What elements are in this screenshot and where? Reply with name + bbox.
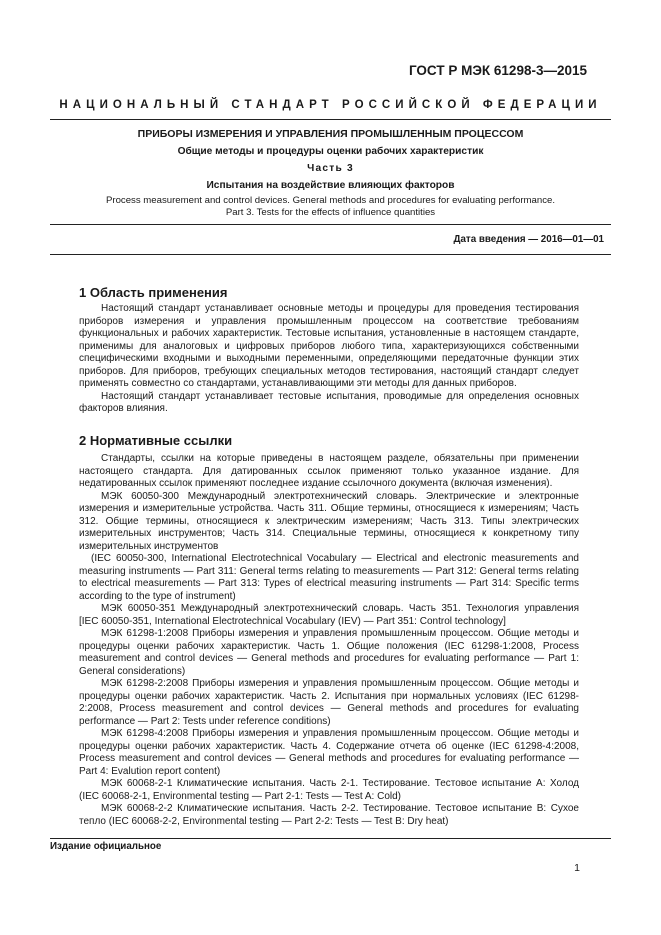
standard-title: ПРИБОРЫ ИЗМЕРЕНИЯ И УПРАВЛЕНИЯ ПРОМЫШЛЕННЫМ ПРОЦЕССОМ <box>137 128 524 140</box>
paragraph: Настоящий стандарт устанавливает основные методы и процедуры для проведения тестирования приборов измерения и управления промышленным процессом на соответствие требованиям функциональных и рабочих характеристик. Тестовые испытания, установленные в настоящем стандарте, применимы для аналоговых и цифровых приборов любого типа, характеризующихся собственными специфическими входными и выходными переменными, определяющими передаточные функции этих приборов. Для приборов, требующих специальных методов тестирования, настоящий стандарт следует применять совместно со стандартами, устанавливающими эти методы для данных приборов. <box>79 303 579 389</box>
official-edition-label: Издание официальное <box>50 841 162 852</box>
reference-entry: МЭК 60068-2-2 Климатические испытания. Часть 2-2. Тестирование. Тестовое испытание В: Сухое тепло (IEC 60068-2-2, Environmental testing — Part 2-2: Tests — Test B: Dry heat) <box>79 803 579 827</box>
section-2-body <box>79 453 579 828</box>
title-rule <box>50 224 611 225</box>
banner-rule-top <box>50 119 611 120</box>
reference-entry: МЭК 61298-1:2008 Приборы измерения и управления промышленным процессом. Общие методы и процедуры оценки рабочих характеристик. Часть 1. Общие положения (IEC 61298-1:2008, Process measurement and control devices — General methods and procedures for evaluating performance — Part 1: General considerations) <box>79 628 579 677</box>
standard-subtitle: Общие методы и процедуры оценки рабочих характеристик <box>177 146 484 157</box>
national-standard-banner: НАЦИОНАЛЬНЫЙ СТАНДАРТ РОССИЙСКОЙ ФЕДЕРАЦИИ <box>59 99 602 111</box>
part-title: Испытания на воздействие влияющих факторов <box>206 180 455 191</box>
reference-entry: МЭК 61298-2:2008 Приборы измерения и управления промышленным процессом. Общие методы и процедуры оценки рабочих характеристик. Часть 2. Испытания при нормальных условиях (IEC 61298-2:2008, Process measurement and control devices — General methods and procedures for evaluating performance — Part 2: Tests under reference conditions) <box>79 678 579 727</box>
page-number: 1 <box>574 862 580 874</box>
paragraph: Настоящий стандарт устанавливает тестовые испытания, проводимые для определения основных факторов влияния. <box>79 390 579 414</box>
reference-entry: МЭК 61298-4:2008 Приборы измерения и управления промышленным процессом. Общие методы и процедуры оценки рабочих характеристик. Часть 4. Содержание отчета об оценке (IEC 61298-4:2008, Process measurement and control devices — General methods and procedures for evaluating performance — Part 4: Evalution report content) <box>79 728 579 777</box>
reference-entry: МЭК 60068-2-1 Климатические испытания. Часть 2-1. Тестирование. Тестовое испытание А: Холод (IEC 60068-2-1, Environmental testing — Part 2-1: Tests — Test A: Cold) <box>79 778 579 802</box>
english-title-line2: Part 3. Tests for the effects of influence quantities <box>225 207 436 218</box>
section-1-body <box>79 303 579 416</box>
section-2-heading: 2 Нормативные ссылки <box>79 433 233 448</box>
document-code: ГОСТ Р МЭК 61298-3—2015 <box>408 63 587 78</box>
date-rule <box>50 254 611 255</box>
introduction-date: Дата введения — 2016—01—01 <box>453 234 604 245</box>
english-title-line1: Process measurement and control devices. General methods and procedures for evaluating performance. <box>105 195 555 206</box>
section-1-heading: 1 Область применения <box>79 285 228 300</box>
part-number: Часть 3 <box>307 163 354 174</box>
reference-entry: МЭК 60050-351 Международный электротехнический словарь. Часть 351. Технология управления [IEC 60050-351, International Electrotechnical Vocabulary (IEV) — Part 351: Control technology] <box>79 603 579 627</box>
footer-rule <box>50 838 611 839</box>
reference-entry: (IEC 60050-300, International Electrotechnical Vocabulary — Electrical and electronic measurements and measuring instruments — Part 311: General terms relating to measurements — Part 312: General terms relating to electrical measurements — Part 313: Types of electrical measuring instruments — Part 314: Specific terms according to the type of instrument) <box>79 553 579 602</box>
reference-entry: МЭК 60050-300 Международный электротехнический словарь. Электрические и электронные измерения и измерительные устройства. Часть 311. Общие термины, относящиеся к измерениям; Часть 312. Общие термины, относящиеся к электрическим измерениям; Часть 313. Типы электрических измерительных инструментов; Часть 314. Специальные термины, относящиеся к конкретному типу измерительных инструментов <box>79 490 579 552</box>
paragraph: Стандарты, ссылки на которые приведены в настоящем разделе, обязательны при применении настоящего стандарта. Для датированных ссылок применяют только указанное издание. Для недатированных ссылок применяют последнее издание ссылочного документа (включая изменения). <box>79 453 579 489</box>
